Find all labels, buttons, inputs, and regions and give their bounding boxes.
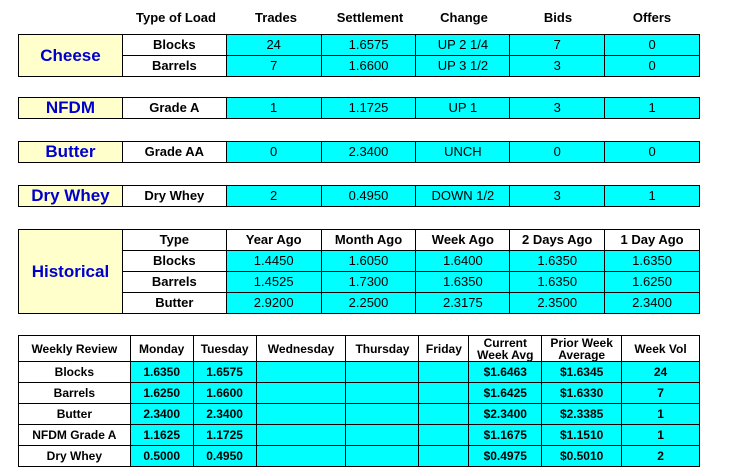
wednesday-cell <box>256 446 346 467</box>
trades-cell: 7 <box>226 56 321 77</box>
table-row <box>19 425 700 446</box>
table-row <box>19 98 700 119</box>
weekly-header-review: Weekly Review <box>19 336 131 362</box>
prior-week-average-cell: $1.6345 <box>542 362 622 383</box>
monday-cell: 2.3400 <box>130 404 193 425</box>
monday-cell: 1.6250 <box>130 383 193 404</box>
thursday-cell <box>346 362 419 383</box>
prior-week-average-cell: $2.3385 <box>542 404 622 425</box>
change-cell: UP 1 <box>416 98 510 119</box>
tuesday-cell: 2.3400 <box>193 404 256 425</box>
value-cell: 1.4450 <box>226 251 321 272</box>
weekly-header-monday: Monday <box>130 336 193 362</box>
value-cell: 1.6050 <box>321 251 416 272</box>
table-row <box>19 404 700 425</box>
bids-cell: 7 <box>510 35 605 56</box>
weekly-review-table <box>18 335 700 467</box>
current-week-avg-cell: $2.3400 <box>469 404 542 425</box>
wednesday-cell <box>256 404 346 425</box>
value-cell: 2.3175 <box>416 293 510 314</box>
hist-header-2-days-ago: 2 Days Ago <box>510 230 605 251</box>
friday-cell <box>419 383 469 404</box>
friday-cell <box>419 425 469 446</box>
thursday-cell <box>346 404 419 425</box>
row-type: Barrels <box>19 383 131 404</box>
settlement-cell: 2.3400 <box>321 142 416 163</box>
weekly-header-row <box>19 336 700 362</box>
historical-table <box>18 229 700 314</box>
monday-cell: 1.6350 <box>130 362 193 383</box>
current-week-avg-cell: $1.1675 <box>469 425 542 446</box>
thursday-cell <box>346 383 419 404</box>
table-row <box>19 446 700 467</box>
settlement-cell: 0.4950 <box>321 186 416 207</box>
nfdm-label: NFDM <box>19 98 123 119</box>
change-cell: DOWN 1/2 <box>416 186 510 207</box>
prior-week-average-cell: $1.1510 <box>542 425 622 446</box>
settlement-cell: 1.1725 <box>321 98 416 119</box>
weekly-header-thursday: Thursday <box>346 336 419 362</box>
tuesday-cell: 0.4950 <box>193 446 256 467</box>
prior-week-average-cell: $1.6330 <box>542 383 622 404</box>
row-type: NFDM Grade A <box>19 425 131 446</box>
week-vol-cell: 2 <box>622 446 700 467</box>
header-change: Change <box>440 10 488 25</box>
hist-header-year-ago: Year Ago <box>226 230 321 251</box>
row-type: Grade AA <box>122 142 226 163</box>
friday-cell <box>419 362 469 383</box>
offers-cell: 1 <box>605 186 700 207</box>
value-cell: 1.6350 <box>416 272 510 293</box>
row-type: Blocks <box>122 251 226 272</box>
bids-cell: 3 <box>510 186 605 207</box>
current-week-avg-cell: $1.6463 <box>469 362 542 383</box>
trades-cell: 24 <box>226 35 321 56</box>
value-cell: 1.6350 <box>510 272 605 293</box>
table-row <box>19 35 700 56</box>
wednesday-cell <box>256 425 346 446</box>
header-offers: Offers <box>632 10 672 25</box>
change-cell: UP 2 1/4 <box>416 35 510 56</box>
butter-label: Butter <box>19 142 123 163</box>
table-row <box>19 186 700 207</box>
offers-cell: 0 <box>605 142 700 163</box>
value-cell: 2.9200 <box>226 293 321 314</box>
header-type-of-load: Type of Load <box>136 10 216 25</box>
current-week-avg-cell: $0.4975 <box>469 446 542 467</box>
header-bids: Bids <box>543 10 573 25</box>
row-type: Dry Whey <box>19 446 131 467</box>
friday-cell <box>419 446 469 467</box>
hist-header-week-ago: Week Ago <box>416 230 510 251</box>
thursday-cell <box>346 446 419 467</box>
header-settlement: Settlement <box>336 10 404 25</box>
hist-header-type: Type <box>122 230 226 251</box>
offers-cell: 0 <box>605 56 700 77</box>
weekly-header-current-week-avg: Current Week Avg <box>469 336 542 362</box>
butter-table <box>18 141 700 163</box>
week-vol-cell: 7 <box>622 383 700 404</box>
offers-cell: 0 <box>605 35 700 56</box>
change-cell: UNCH <box>416 142 510 163</box>
value-cell: 2.3400 <box>605 293 700 314</box>
week-vol-cell: 1 <box>622 425 700 446</box>
monday-cell: 1.1625 <box>130 425 193 446</box>
settlement-cell: 1.6600 <box>321 56 416 77</box>
weekly-header-tuesday: Tuesday <box>193 336 256 362</box>
weekly-header-week-vol: Week Vol <box>622 336 700 362</box>
row-type: Butter <box>122 293 226 314</box>
row-type: Dry Whey <box>122 186 226 207</box>
header-trades: Trades <box>255 10 297 25</box>
settlement-cell: 1.6575 <box>321 35 416 56</box>
change-cell: UP 3 1/2 <box>416 56 510 77</box>
value-cell: 1.6400 <box>416 251 510 272</box>
trades-cell: 0 <box>226 142 321 163</box>
value-cell: 1.6350 <box>605 251 700 272</box>
weekly-header-prior-week-average: Prior Week Average <box>542 336 622 362</box>
bids-cell: 0 <box>510 142 605 163</box>
value-cell: 1.6350 <box>510 251 605 272</box>
row-type: Butter <box>19 404 131 425</box>
row-type: Grade A <box>122 98 226 119</box>
week-vol-cell: 1 <box>622 404 700 425</box>
nfdm-table <box>18 97 700 119</box>
hist-header-month-ago: Month Ago <box>321 230 416 251</box>
weekly-header-friday: Friday <box>419 336 469 362</box>
historical-header-row <box>19 230 700 251</box>
weekly-header-wednesday: Wednesday <box>256 336 346 362</box>
wednesday-cell <box>256 362 346 383</box>
row-type: Blocks <box>122 35 226 56</box>
cheese-table <box>18 34 700 77</box>
historical-label: Historical <box>19 230 123 314</box>
current-week-avg-cell: $1.6425 <box>469 383 542 404</box>
drywhey-label: Dry Whey <box>19 186 123 207</box>
row-type: Barrels <box>122 56 226 77</box>
prior-week-average-cell: $0.5010 <box>542 446 622 467</box>
row-type: Blocks <box>19 362 131 383</box>
offers-cell: 1 <box>605 98 700 119</box>
friday-cell <box>419 404 469 425</box>
wednesday-cell <box>256 383 346 404</box>
cheese-label: Cheese <box>19 35 123 77</box>
value-cell: 1.6250 <box>605 272 700 293</box>
trades-cell: 1 <box>226 98 321 119</box>
week-vol-cell: 24 <box>622 362 700 383</box>
table-row <box>19 362 700 383</box>
bids-cell: 3 <box>510 56 605 77</box>
value-cell: 1.4525 <box>226 272 321 293</box>
row-type: Barrels <box>122 272 226 293</box>
value-cell: 1.7300 <box>321 272 416 293</box>
thursday-cell <box>346 425 419 446</box>
table-row <box>19 383 700 404</box>
drywhey-table <box>18 185 700 207</box>
tuesday-cell: 1.6600 <box>193 383 256 404</box>
value-cell: 2.2500 <box>321 293 416 314</box>
monday-cell: 0.5000 <box>130 446 193 467</box>
table-row <box>19 142 700 163</box>
tuesday-cell: 1.1725 <box>193 425 256 446</box>
tuesday-cell: 1.6575 <box>193 362 256 383</box>
hist-header-1-day-ago: 1 Day Ago <box>605 230 700 251</box>
trades-cell: 2 <box>226 186 321 207</box>
bids-cell: 3 <box>510 98 605 119</box>
value-cell: 2.3500 <box>510 293 605 314</box>
